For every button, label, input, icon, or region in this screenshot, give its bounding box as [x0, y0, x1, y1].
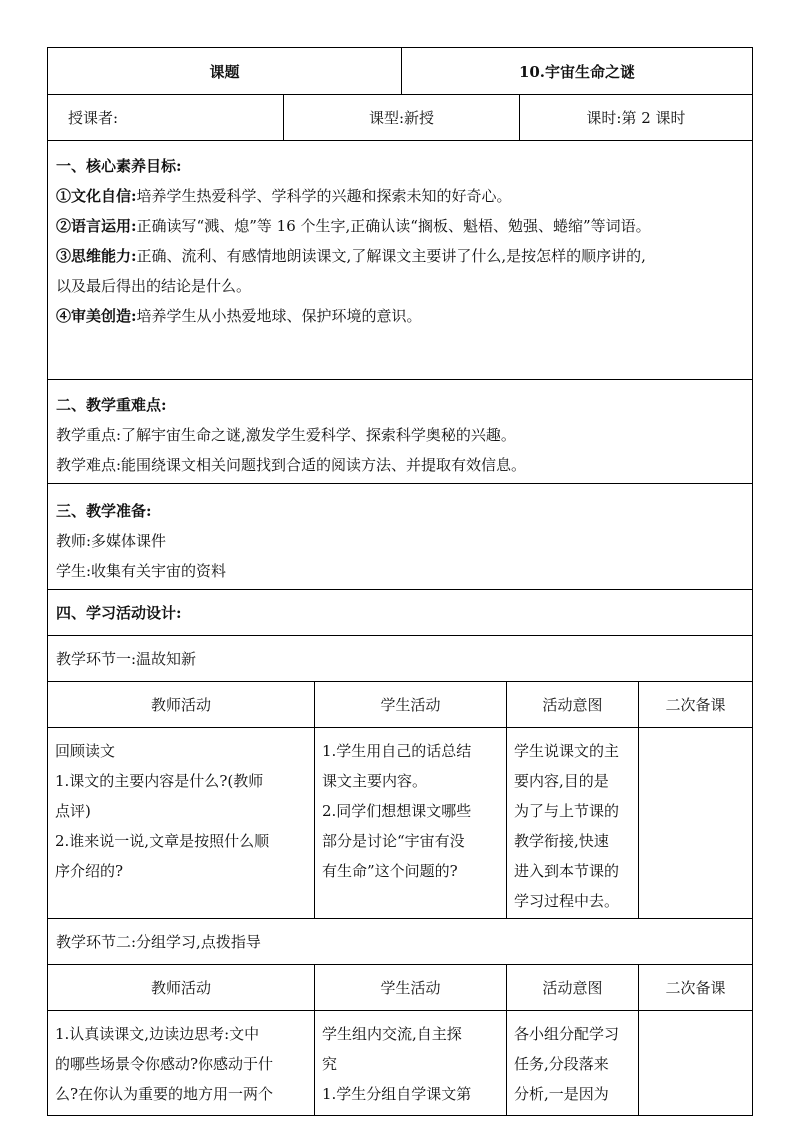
difficulty-line: 教学难点:能围绕课文相关问题找到合适的阅读方法、并提取有效信息。 [56, 456, 527, 474]
stage2-student-activity: 学生组内交流,自主探 究 1.学生分组自学课文第 [322, 1025, 472, 1103]
objective-item: ③思维能力:正确、流利、有感情地朗读课文,了解课文主要讲了什么,是按怎样的顺序讲的, [56, 247, 646, 265]
col-backup: 二次备课 [665, 979, 726, 997]
section-preparation [47, 483, 753, 590]
stage1-title-row [47, 635, 753, 682]
stage2-content-row [47, 1010, 753, 1116]
stage1-header-row [47, 681, 753, 728]
stage1-activity-intent: 学生说课文的主 要内容,目的是 为了与上节课的 教学衔接,快速 进入到本节课的 学习过程中去。 [514, 742, 620, 910]
topic-label: 课题 [209, 62, 240, 81]
objective-item: ④审美创造:培养学生从小热爱地球、保护环境的意识。 [56, 307, 422, 325]
key-points-title: 二、教学重难点: [56, 396, 167, 414]
stage2-header-row [47, 964, 753, 1011]
key-point-line: 教学重点:了解宇宙生命之谜,激发学生爱科学、探索科学奥秘的兴趣。 [56, 426, 516, 444]
topic-value: 10.宇宙生命之谜 [518, 62, 636, 81]
stage2-backup-notes [639, 1011, 752, 1115]
stage1-teacher-activity: 回顾读文 1.课文的主要内容是什么?(教师 点评) 2.谁来说一说,文章是按照什么顺 序介绍的? [55, 742, 270, 880]
col-student: 学生活动 [380, 979, 441, 997]
objectives-title: 一、核心素养目标: [56, 157, 182, 175]
col-backup: 二次备课 [665, 696, 726, 714]
lesson-time: 课时:第 2 课时 [586, 109, 686, 127]
col-intent: 活动意图 [542, 979, 603, 997]
preparation-line: 教师:多媒体课件 [56, 532, 167, 550]
section-key-points [47, 379, 753, 484]
stage2-title-row [47, 918, 753, 965]
activities-title: 四、学习活动设计: [56, 604, 182, 622]
col-teacher: 教师活动 [150, 696, 211, 714]
stage1-content-row [47, 727, 753, 919]
objective-item: ②语言运用:正确读写“溅、熄”等 16 个生字,正确认读“搁板、魁梧、勉强、蜷缩”等词语。 [56, 217, 651, 235]
stage2-activity-intent: 各小组分配学习 任务,分段落来 分析,一是因为 [514, 1025, 620, 1103]
teacher-label: 授课者: [68, 109, 119, 127]
info-row [47, 94, 753, 141]
section-objectives [47, 140, 753, 380]
objective-item-continuation: 以及最后得出的结论是什么。 [56, 277, 252, 295]
preparation-line: 学生:收集有关宇宙的资料 [56, 562, 227, 580]
col-intent: 活动意图 [542, 696, 603, 714]
lesson-type: 课型:新授 [368, 109, 435, 127]
stage1-backup-notes [639, 728, 752, 918]
stage1-title: 教学环节一:温故知新 [56, 650, 197, 668]
section-activities [47, 589, 753, 636]
col-teacher: 教师活动 [150, 979, 211, 997]
topic-row [47, 47, 753, 95]
objective-item: ①文化自信:培养学生热爱科学、学科学的兴趣和探索未知的好奇心。 [56, 187, 512, 205]
preparation-title: 三、教学准备: [56, 502, 152, 520]
stage1-student-activity: 1.学生用自己的话总结 课文主要内容。 2.同学们想想课文哪些 部分是讨论“宇宙有没 有生命”这个问题的? [322, 742, 472, 880]
stage2-teacher-activity: 1.认真读课文,边读边思考:文中 的哪些场景令你感动?你感动于什 么?在你认为重要的地方用一两个 [55, 1025, 274, 1103]
stage2-title: 教学环节二:分组学习,点拨指导 [56, 933, 261, 951]
col-student: 学生活动 [380, 696, 441, 714]
